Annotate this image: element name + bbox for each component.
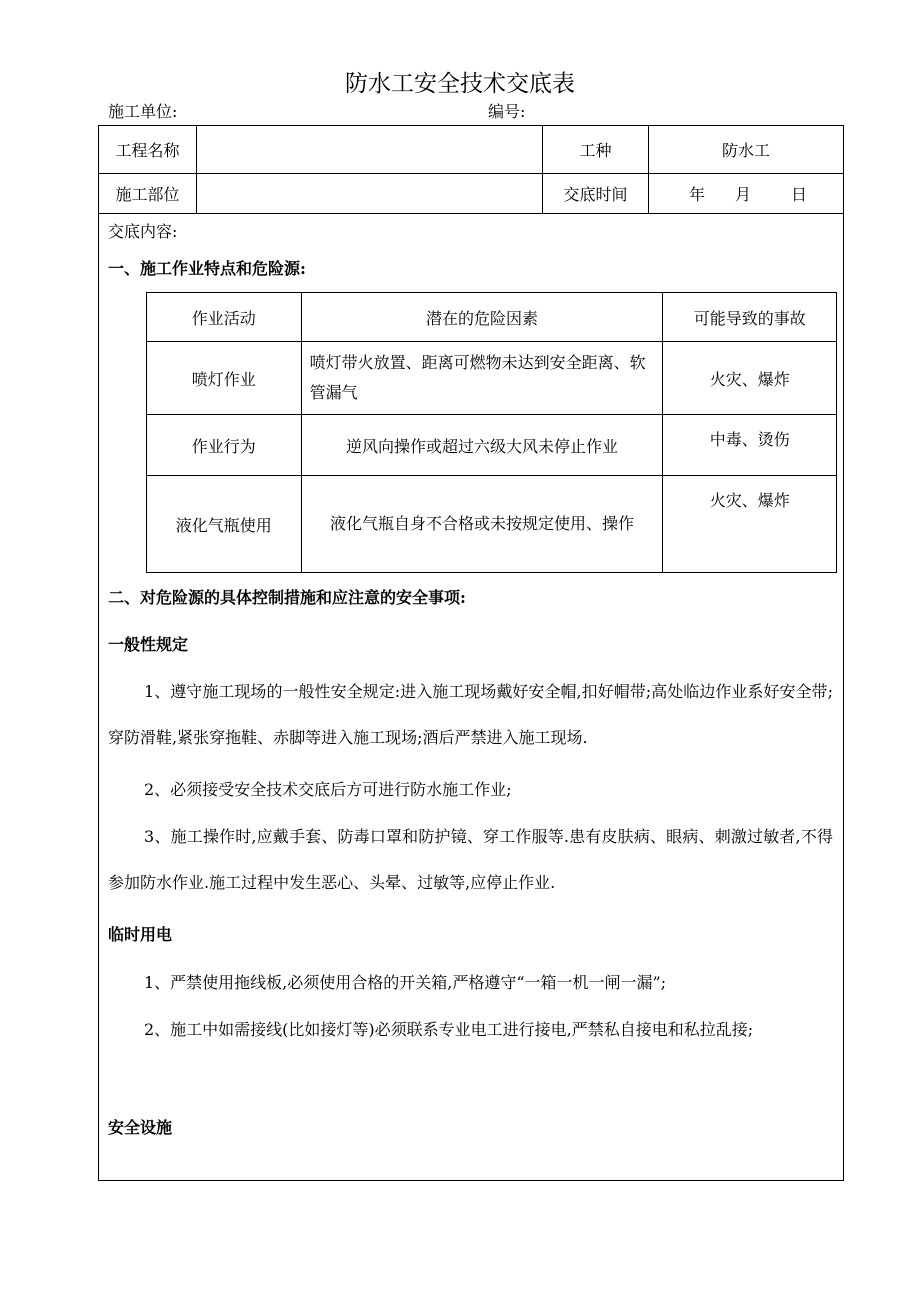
location-field[interactable] [197,174,542,213]
header-activity: 作业活动 [147,293,302,342]
power-rule-1: 1、严禁使用拖线板,必须使用合格的开关箱,严格遵守“一箱一机一闸一漏”; [144,973,667,992]
hazard-table [146,292,837,573]
header-risk: 潜在的危险因素 [301,293,663,342]
table-row [147,415,837,476]
document-number-label: 编号: [488,102,526,121]
section1-heading: 一、施工作业特点和危险源: [108,259,306,278]
table-row [147,342,837,415]
safety-facilities-heading: 安全设施 [108,1118,173,1137]
hazard-table-header [147,293,837,342]
trade-value: 防水工 [721,141,770,160]
header-bottom-divider [99,213,843,214]
general-rules-heading: 一般性规定 [108,635,189,654]
general-rule-3: 3、施工操作时,应戴手套、防毒口罩和防护镜、穿工作服等.患有皮肤病、眼病、刺激过敏者,不得参加防水作业.施工过程中发生恶心、头晕、过敏等,应停止作业. [108,827,833,892]
row-accident: 火灾、爆炸 [663,342,837,415]
row-accident: 火灾、爆炸 [663,476,837,573]
section2-heading: 二、对危险源的具体控制措施和应注意的安全事项: [108,588,466,607]
month-label: 月 [735,185,752,204]
power-rule-2: 2、施工中如需接线(比如接灯等)必须联系专业电工进行接电,严禁私自接电和私拉乱接; [144,1020,754,1039]
project-name-field[interactable] [197,126,542,173]
day-label: 日 [791,185,808,204]
content-label: 交底内容: [108,222,178,241]
trade-label: 工种 [579,141,612,160]
disclosure-form [98,125,844,1181]
location-label: 施工部位 [115,185,180,204]
header-accident: 可能导致的事故 [663,293,837,342]
row-activity: 液化气瓶使用 [147,476,302,573]
temporary-power-heading: 临时用电 [108,925,173,944]
row-risk: 喷灯带火放置、距离可燃物未达到安全距离、软管漏气 [301,342,663,415]
project-name-label: 工程名称 [115,141,180,160]
general-rule-1: 1、遵守施工现场的一般性安全规定:进入施工现场戴好安全帽,扣好帽带;高处临边作业系好安全带;穿防滑鞋,紧张穿拖鞋、赤脚等进入施工现场;酒后严禁进入施工现场. [108,682,833,747]
row-accident: 中毒、烫伤 [663,415,837,476]
row-risk: 液化气瓶自身不合格或未按规定使用、操作 [301,476,663,573]
construction-unit-label: 施工单位: [108,102,178,121]
row-activity: 作业行为 [147,415,302,476]
row-activity: 喷灯作业 [147,342,302,415]
disclosure-time-label: 交底时间 [563,185,628,204]
table-row [147,476,837,573]
disclosure-time-field[interactable] [649,174,843,213]
row-risk: 逆风向操作或超过六级大风未停止作业 [301,415,663,476]
year-label: 年 [689,185,706,204]
document-title: 防水工安全技术交底表 [345,71,575,97]
general-rule-2: 2、必须接受安全技术交底后方可进行防水施工作业; [144,780,512,799]
